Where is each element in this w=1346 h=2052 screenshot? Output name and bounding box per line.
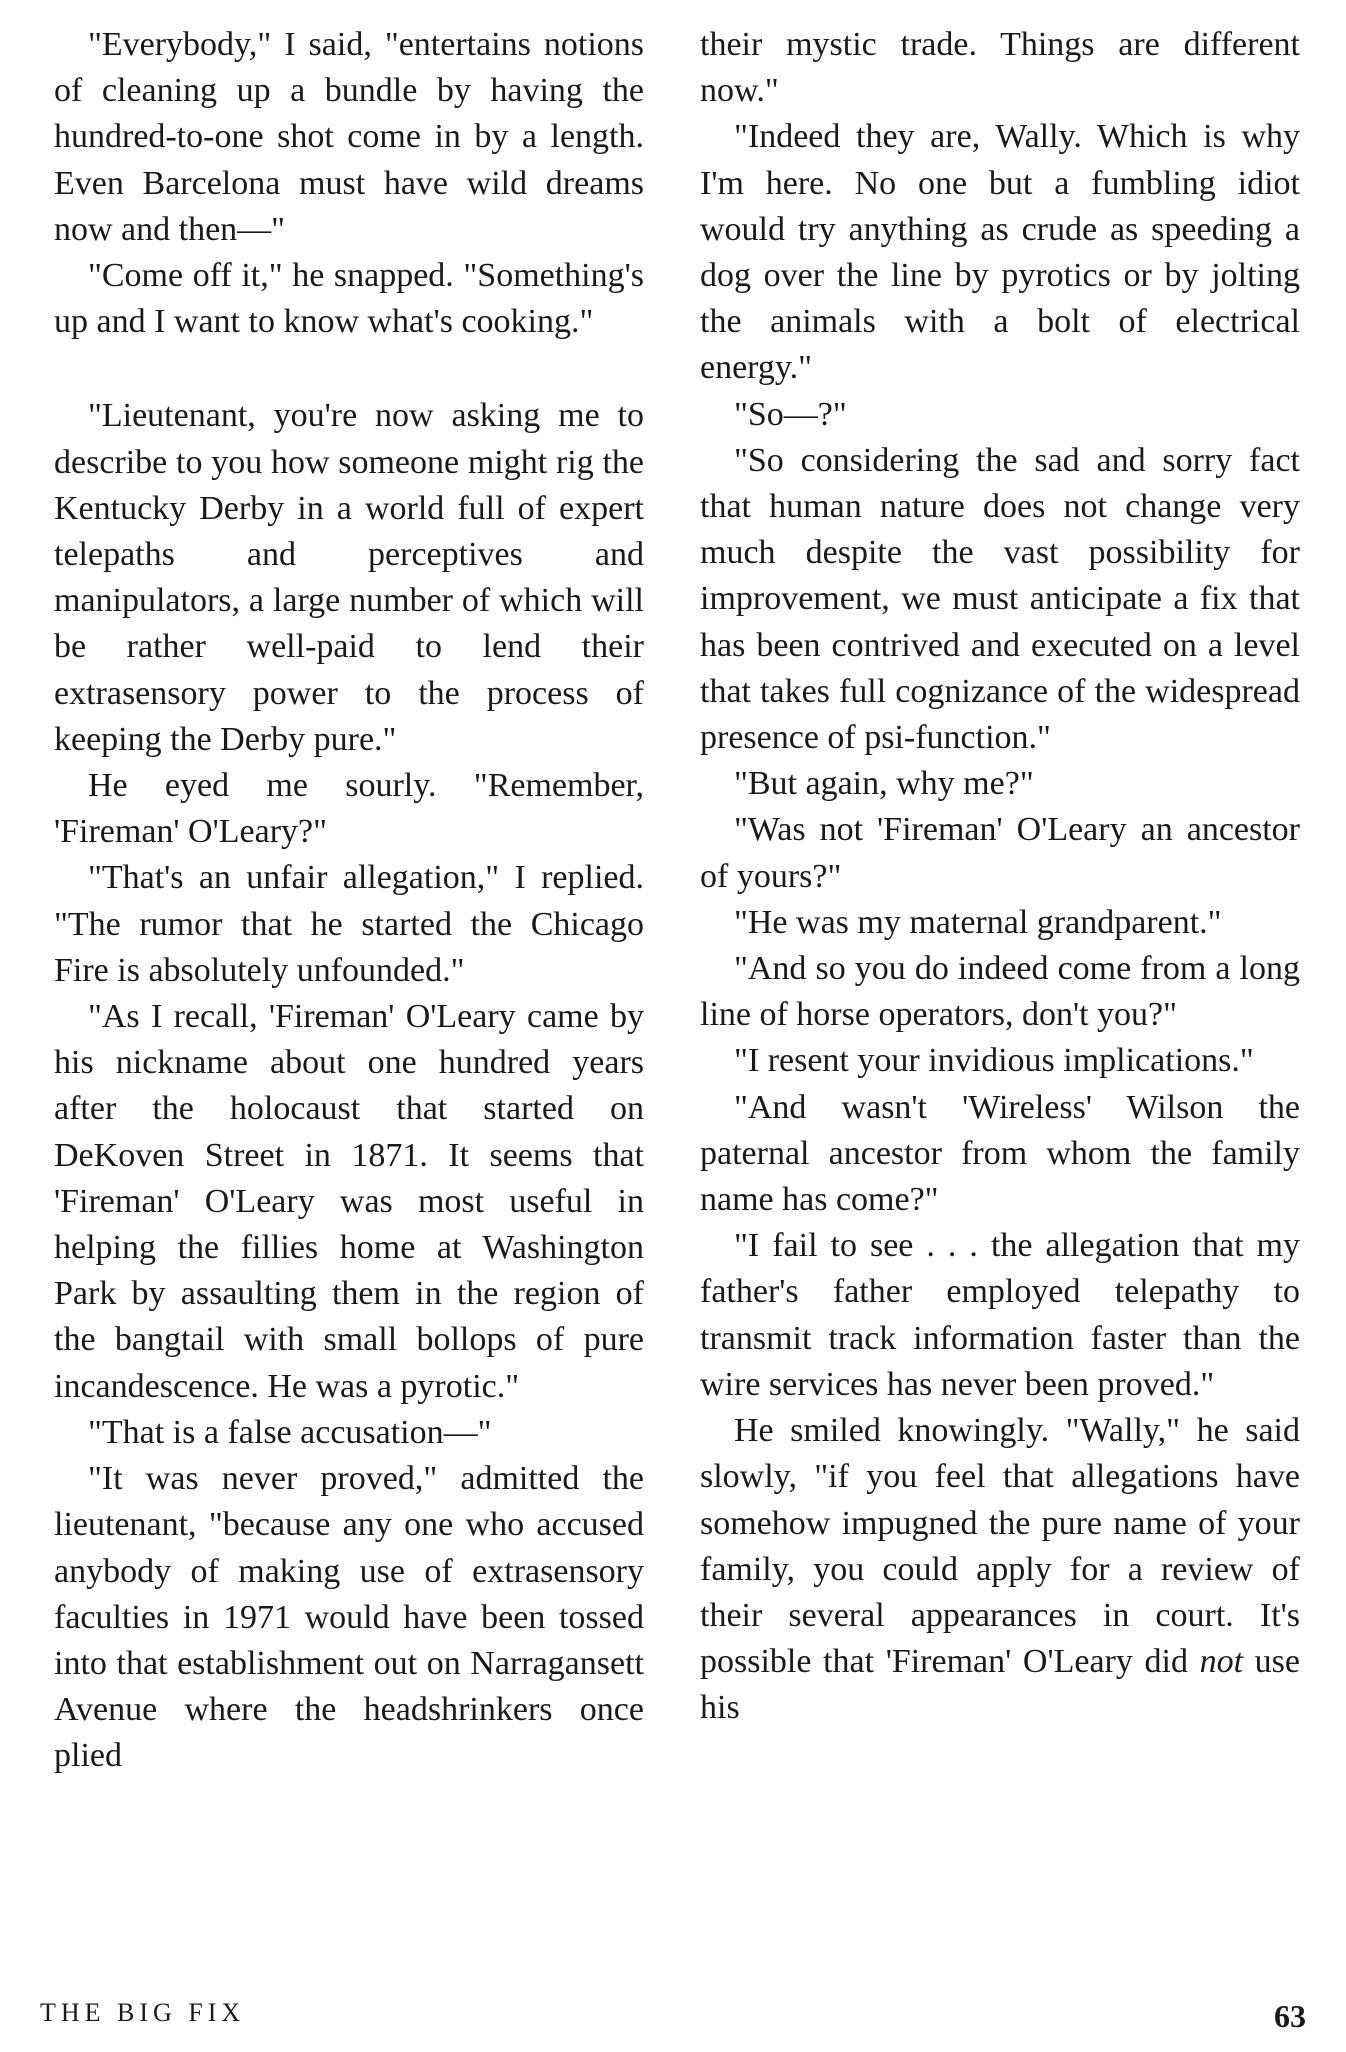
paragraph-last-text: He smiled knowingly. "Wally," he said slowly, "if you feel that allegations have somehow impugned the pure name of your family, you could apply for a review of their several appearances in court. It's possible that 'Fireman' O'Leary did — [700, 1412, 1300, 1681]
left-column — [54, 22, 644, 1780]
emphasis-word: not — [1199, 1643, 1244, 1681]
paragraph: "But again, why me?" — [734, 765, 1034, 803]
page-number: 63 — [1274, 1998, 1306, 2034]
paragraph: "That's an unfair allegation," I replied. "The rumor that he started the Chicago Fire is absolutely unfounded." — [54, 859, 644, 989]
paragraph: "And so you do indeed come from a long line of horse operators, don't you?" — [700, 950, 1300, 1034]
paragraph: "Was not 'Fireman' O'Leary an ancestor of yours?" — [700, 811, 1300, 895]
paragraph: "I fail to see . . . the allegation that my father's father employed telepathy to transmit track information faster than the wire services has never been proved." — [700, 1227, 1300, 1403]
page-footer — [40, 1998, 1306, 2038]
paragraph: "So considering the sad and sorry fact that human nature does not change very much despite the vast possibility for improvement, we must anticipate a fix that has been contrived and executed on a level that takes full cognizance of the widespread presence of psi-function." — [700, 441, 1300, 757]
paragraph-last-tail: use his — [700, 1643, 1301, 1727]
paragraph: "So—?" — [734, 395, 847, 433]
paragraph: "That is a false accusation—" — [88, 1413, 492, 1451]
paragraph-last — [700, 1408, 1300, 1731]
paragraph: "Everybody," I said, "entertains notions of cleaning up a bundle by having the hundred-to-one shot come in by a length. Even Barcelona must have wild dreams now and then—" — [54, 26, 644, 248]
paragraph: "And wasn't 'Wireless' Wilson the paternal ancestor from whom the family name has come?" — [700, 1088, 1300, 1219]
running-title: THE BIG FIX — [40, 1998, 246, 2027]
right-column — [700, 22, 1300, 1732]
paragraph-continued: their mystic trade. Things are different now." — [700, 26, 1300, 110]
paragraph: "Lieutenant, you're now asking me to describe to you how someone might rig the Kentucky Derby in a world full of expert telepaths and perceptives and manipulators, a large number of which will be rather well-paid to lend their extrasensory power to the process of keeping the Derby pure." — [54, 397, 644, 758]
paragraph: "Indeed they are, Wally. Which is why I'm here. No one but a fumbling idiot would try anything as crude as speeding a dog over the line by pyrotics or by jolting the animals with a bolt of electrical energy." — [700, 118, 1300, 387]
paragraph: "Come off it," he snapped. "Something's up and I want to know what's cooking." — [54, 257, 644, 341]
paragraph: "He was my maternal grandparent." — [734, 903, 1222, 941]
paragraph: "I resent your invidious implications." — [734, 1042, 1254, 1080]
paragraph: "It was never proved," admitted the lieutenant, "because any one who accused anybody of making use of extrasensory faculties in 1971 would have been tossed into that establishment out on Narragansett Avenue where the headshrinkers once plied — [54, 1460, 644, 1775]
paragraph: "As I recall, 'Fireman' O'Leary came by his nickname about one hundred years after the holocaust that started on DeKoven Street in 1871. It seems that 'Fireman' O'Leary was most useful in helping the fillies home at Washington Park by assaulting them in the region of the bangtail with small bollops of pure incandescence. He was a pyrotic." — [54, 998, 644, 1405]
paragraph: He eyed me sourly. "Remember, 'Fireman' O'Leary?" — [54, 767, 644, 851]
